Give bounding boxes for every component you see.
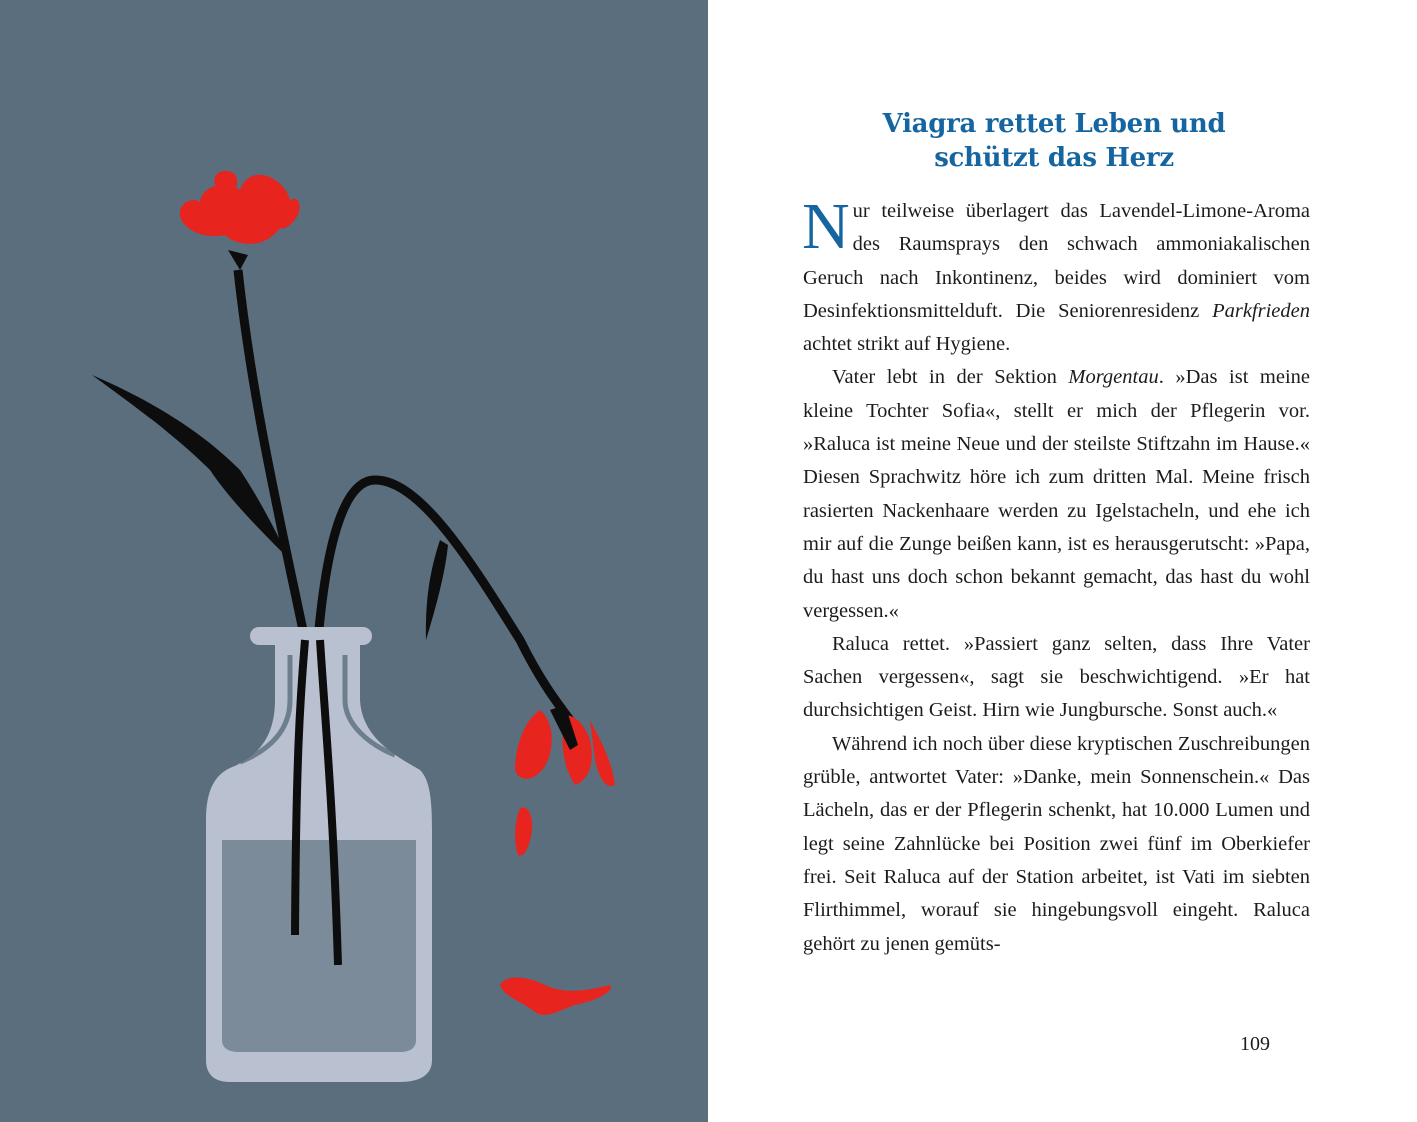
falling-petal-icon xyxy=(515,807,532,855)
paragraph-3: Raluca rettet. »Passiert ganz selten, dass Ihre Vater Sachen vergessen«, sagt sie beschwichtigend. »Er hat durchsichtigen Geist. Hirn wie Jungbursche. Sonst auch.« xyxy=(803,632,1310,722)
paragraph-2 xyxy=(803,361,1310,627)
glass-vase-icon xyxy=(206,627,432,1082)
body-text xyxy=(802,190,1310,961)
fallen-petal-icon xyxy=(500,978,611,1015)
flower-vase-illustration xyxy=(0,0,708,1122)
text-page xyxy=(708,0,1417,1122)
chapter-title xyxy=(804,107,1304,175)
paragraph-1 xyxy=(802,190,1310,361)
page-number: 109 xyxy=(1240,1033,1270,1055)
paragraph-text: ur teilweise überlagert das Lavendel-Limone-Aroma des Raumsprays den schwach ammoniakalischen Geruch nach Inkontinenz, beides wird dominiert vom Desinfektionsmittelduft. Die Seniorenresidenz xyxy=(803,200,1310,322)
paragraph-4: Während ich noch über diese kryptischen Zuschreibungen grüble, antwortet Vater: »Danke, mein Sonnenschein.« Das Lächeln, das er der Pflegerin schenkt, hat 10.000 Lumen und legt seine Zahnlücke bei Position zwei fünf im Oberkiefer frei. Seit Raluca auf der Station arbeitet, ist Vati im siebten Flirthimmel, worauf sie hingebungsvoll eingeht. Raluca gehört zu jenen gemüts- xyxy=(803,732,1310,955)
wilted-flower-icon xyxy=(515,705,615,786)
illustration-page xyxy=(0,0,708,1122)
red-flower-icon xyxy=(180,171,300,270)
chapter-title-line-1: Viagra rettet Leben und xyxy=(882,109,1226,140)
chapter-title-line-2: schützt das Herz xyxy=(934,143,1174,174)
stem-icon xyxy=(238,270,305,640)
drop-cap: N xyxy=(802,190,850,263)
paragraph-text: Vater lebt in der Sektion xyxy=(832,366,1069,389)
italic-section-name: Morgentau xyxy=(1068,366,1159,389)
italic-place-name: Parkfrieden xyxy=(1212,299,1310,322)
paragraph-text: achtet strikt auf Hygiene. xyxy=(803,333,1011,356)
paragraph-text: . »Das ist meine kleine Tochter Sofia«, stellt er mich der Pflegerin vor. »Raluca ist meine Neue und der steilste Stiftzahn im Hause.« Diesen Sprachwitz höre ich zum dritten Mal. Meine frisch rasierten Nackenhaare werden zu Igelstacheln, und ehe ich mir auf die Zunge beißen kann, ist es herausgerutscht: »Papa, du hast uns doch schon bekannt gemacht, das hast du wohl vergessen.« xyxy=(803,366,1310,622)
